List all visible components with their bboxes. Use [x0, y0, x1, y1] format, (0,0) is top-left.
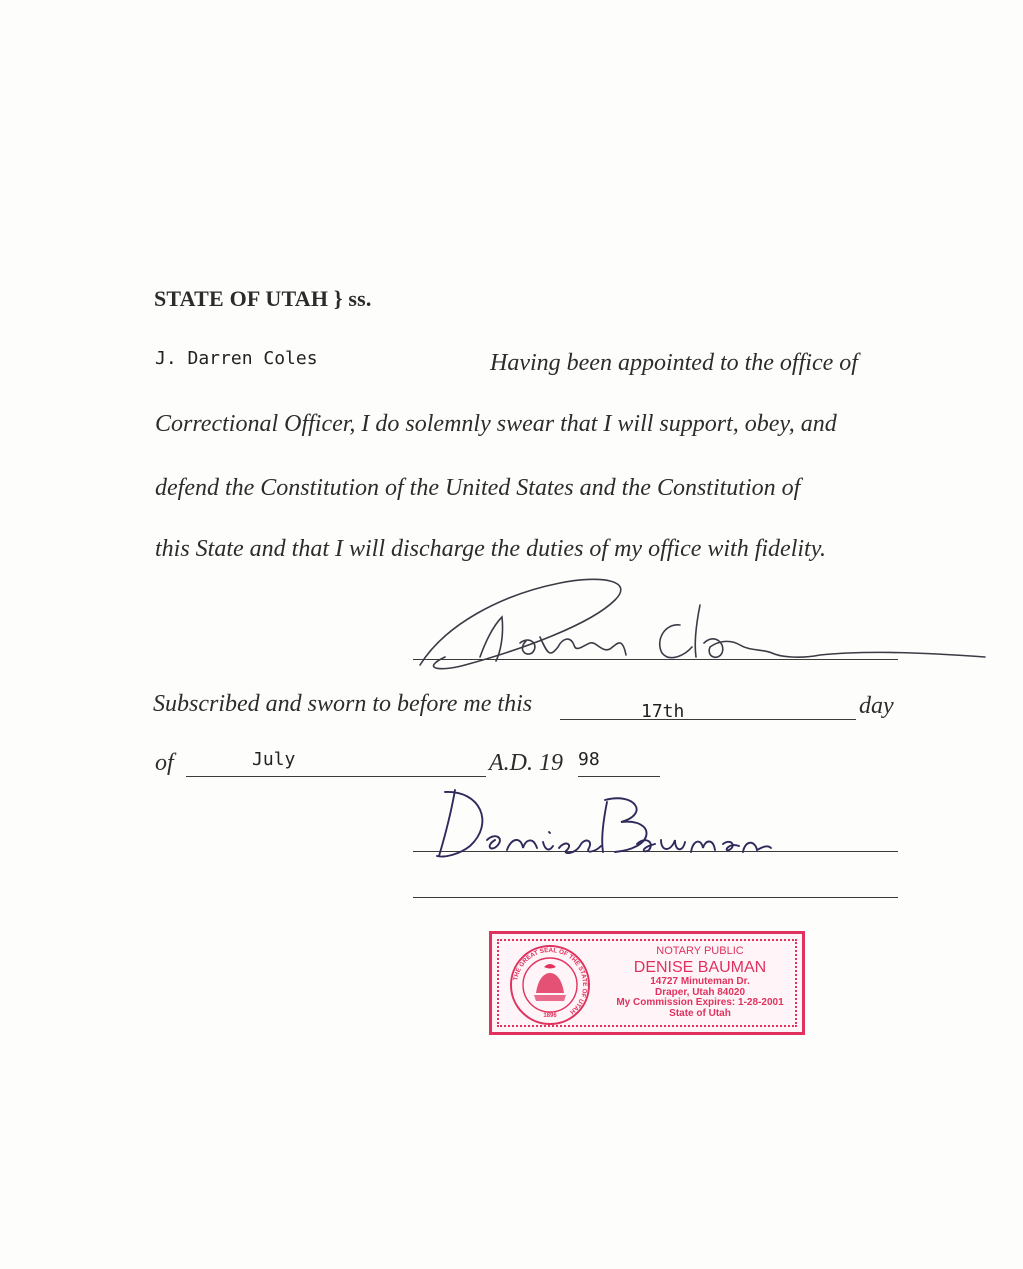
- svg-text:1896: 1896: [543, 1013, 557, 1019]
- oath-line-3: defend the Constitution of the United States and the Constitution of: [155, 475, 801, 501]
- oath-line-2: Correctional Officer, I do solemnly swear that I will support, obey, and: [155, 411, 837, 437]
- stamp-notary-name: DENISE BAUMAN: [633, 958, 767, 976]
- of-word: of: [155, 750, 174, 776]
- stamp-title: NOTARY PUBLIC: [656, 945, 744, 957]
- stamp-state: State of Utah: [669, 1007, 731, 1019]
- month-line: [186, 776, 486, 777]
- svg-text:THE GREAT SEAL OF THE STATE OF: THE GREAT SEAL OF THE STATE OF UTAH: [512, 946, 589, 1016]
- officer-signature: [400, 565, 1000, 695]
- notary-signature: [425, 778, 785, 868]
- stamp-address-2: Draper, Utah 84020: [654, 986, 746, 998]
- month-value: July: [252, 749, 296, 770]
- stamp-text-block: [600, 946, 800, 1019]
- state-seal-icon: [508, 943, 592, 1027]
- day-word: day: [859, 693, 894, 719]
- ad-text: A.D. 19: [489, 750, 563, 776]
- oath-line-1: Having been appointed to the office of: [490, 350, 858, 376]
- oath-line-4: this State and that I will discharge the duties of my office with fidelity.: [155, 536, 827, 562]
- notary-stamp: [489, 931, 805, 1035]
- stamp-commission: My Commission Expires: 1-28-2001: [616, 997, 784, 1009]
- stamp-address-1: 14727 Minuteman Dr.: [650, 976, 750, 988]
- subscribed-text: Subscribed and sworn to before me this: [153, 691, 533, 717]
- day-line: [560, 719, 856, 720]
- state-heading: STATE OF UTAH } ss.: [154, 286, 372, 311]
- notary-title-line: [413, 897, 898, 898]
- day-value: 17th: [641, 701, 685, 722]
- year-line: [578, 776, 660, 777]
- appointee-name: J. Darren Coles: [155, 348, 318, 369]
- year-value: 98: [578, 749, 600, 770]
